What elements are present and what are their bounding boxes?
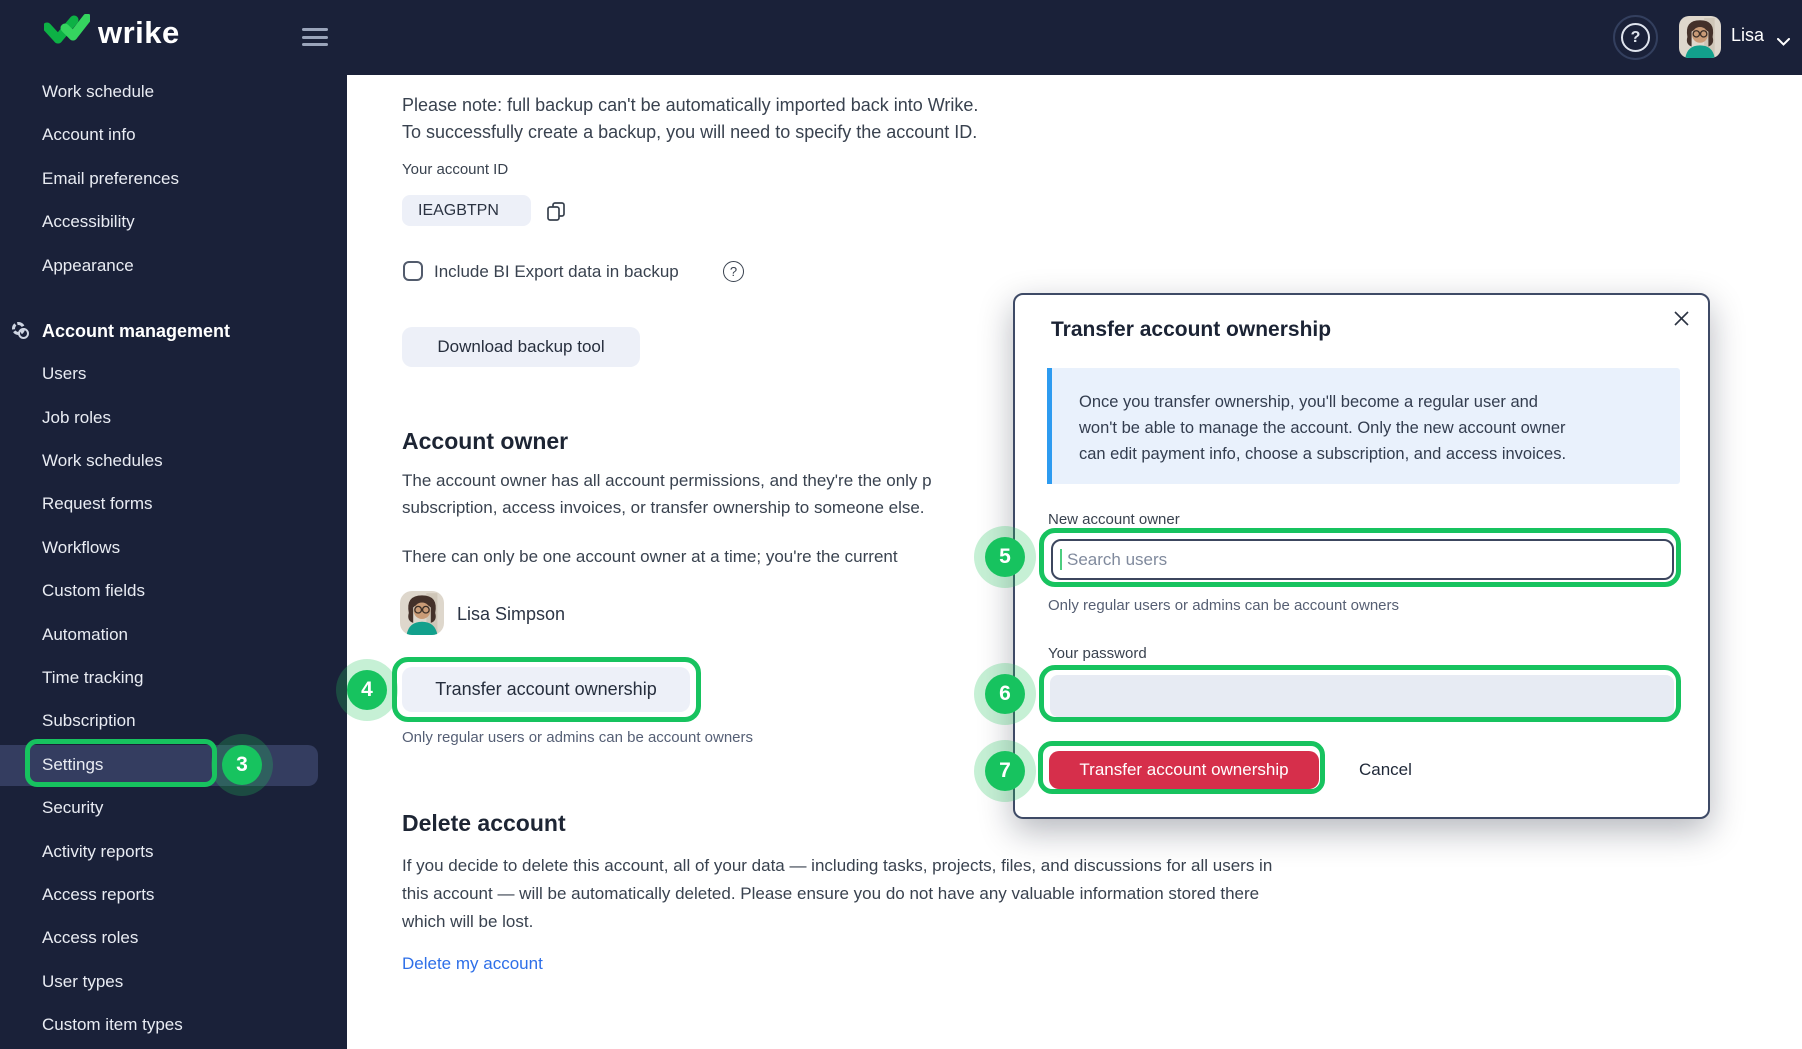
annotation-badge-3: 3 — [222, 745, 262, 785]
wrike-logo[interactable] — [44, 14, 180, 51]
sidebar-item-custom-fields[interactable]: Custom fields — [42, 581, 145, 601]
sidebar-item-time-tracking[interactable]: Time tracking — [42, 668, 144, 688]
bi-export-checkbox[interactable] — [403, 261, 423, 281]
search-users-input[interactable] — [1051, 539, 1674, 580]
delete-account-heading: Delete account — [402, 810, 566, 836]
settings-sidebar — [0, 75, 347, 1049]
question-mark-icon: ? — [1621, 23, 1650, 52]
chevron-down-icon[interactable] — [1777, 33, 1790, 51]
sidebar-section-account-management: Account management — [0, 309, 347, 353]
sidebar-item-custom-item-types[interactable]: Custom item types — [42, 1015, 183, 1035]
user-avatar[interactable] — [1679, 16, 1721, 58]
sidebar-item-job-roles[interactable]: Job roles — [42, 407, 111, 427]
bi-export-label: Include BI Export data in backup — [434, 262, 679, 281]
sidebar-item-work-schedules[interactable]: Work schedules — [42, 451, 163, 471]
annotation-badge-5: 5 — [985, 537, 1025, 577]
sidebar-account-group — [0, 352, 347, 1046]
sidebar-personal-group — [0, 70, 347, 287]
sidebar-item-account-info[interactable]: Account info — [42, 125, 136, 145]
account-owner-para1-line2: subscription, access invoices, or transfer ownership to someone else. — [402, 498, 925, 517]
hamburger-menu-icon[interactable] — [302, 28, 328, 47]
new-owner-label: New account owner — [1048, 511, 1180, 528]
account-owner-para1-line1: The account owner has all account permissions, and they're the only p — [402, 471, 932, 490]
text-caret — [1060, 549, 1062, 570]
close-icon[interactable] — [1668, 305, 1694, 331]
owner-avatar — [400, 591, 444, 635]
wrike-check-icon — [44, 14, 90, 51]
new-owner-hint: Only regular users or admins can be account owners — [1048, 597, 1400, 614]
sidebar-item-user-types[interactable]: User types — [42, 971, 124, 991]
modal-title: Transfer account ownership — [1051, 318, 1332, 341]
help-button[interactable] — [1613, 15, 1658, 60]
account-id-value: IEAGBTPN — [402, 195, 531, 226]
sidebar-item-request-forms[interactable]: Request forms — [42, 494, 153, 514]
wrike-wordmark: wrike — [98, 14, 180, 50]
confirm-transfer-button[interactable]: Transfer account ownership — [1049, 751, 1319, 789]
gear-icon — [12, 322, 25, 335]
sidebar-item-workflows[interactable]: Workflows — [42, 537, 121, 557]
password-label: Your password — [1048, 645, 1147, 662]
info-accent-bar — [1047, 368, 1052, 484]
transfer-ownership-button[interactable]: Transfer account ownership — [402, 667, 690, 712]
delete-account-line3: which will be lost. — [402, 912, 534, 931]
owner-name: Lisa Simpson — [457, 604, 566, 624]
transfer-hint: Only regular users or admins can be account owners — [402, 729, 754, 746]
sidebar-item-access-roles[interactable]: Access roles — [42, 928, 139, 948]
info-line3: can edit payment info, choose a subscription, and access invoices. — [1079, 445, 1567, 463]
account-owner-heading: Account owner — [402, 428, 569, 454]
info-line1: Once you transfer ownership, you'll become a regular user and — [1079, 393, 1538, 411]
info-line2: won't be able to manage the account. Only the new account owner — [1079, 419, 1566, 437]
sidebar-item-accessibility[interactable]: Accessibility — [42, 212, 135, 232]
transfer-ownership-modal — [1013, 293, 1710, 819]
sidebar-item-appearance[interactable]: Appearance — [42, 255, 134, 275]
sidebar-item-automation[interactable]: Automation — [42, 624, 128, 644]
annotation-badge-7: 7 — [985, 751, 1025, 791]
top-bar — [0, 0, 1802, 75]
ownership-info-box — [1047, 368, 1680, 484]
sidebar-item-activity-reports[interactable]: Activity reports — [42, 841, 154, 861]
delete-account-line2: this account — will be automatically deleted. Please ensure you do not have any valuable information stored there — [402, 884, 1260, 903]
sidebar-item-email-preferences[interactable]: Email preferences — [42, 168, 180, 188]
sidebar-item-users[interactable]: Users — [42, 364, 87, 384]
password-input[interactable] — [1050, 675, 1674, 717]
delete-my-account-link[interactable]: Delete my account — [402, 954, 543, 973]
backup-note-line2: To successfully create a backup, you will need to specify the account ID. — [402, 122, 978, 142]
account-owner-para2: There can only be one account owner at a time; you're the current — [402, 547, 898, 566]
cancel-button[interactable]: Cancel — [1349, 751, 1422, 789]
sidebar-item-access-reports[interactable]: Access reports — [42, 884, 155, 904]
annotation-badge-6: 6 — [985, 674, 1025, 714]
backup-note-line1: Please note: full backup can't be automatically imported back into Wrike. — [402, 95, 979, 115]
user-name[interactable]: Lisa — [1731, 25, 1765, 45]
copy-icon[interactable] — [544, 199, 568, 223]
download-backup-button[interactable]: Download backup tool — [402, 327, 640, 367]
annotation-badge-4: 4 — [347, 670, 387, 710]
sidebar-item-work-schedule[interactable]: Work schedule — [42, 82, 155, 101]
delete-account-line1: If you decide to delete this account, all of your data — including tasks, projects, files, and discussions for all users in — [402, 856, 1273, 875]
sidebar-item-security[interactable]: Security — [42, 798, 104, 818]
account-id-label: Your account ID — [402, 161, 509, 178]
bi-export-help-icon[interactable]: ? — [723, 261, 744, 282]
sidebar-item-subscription[interactable]: Subscription — [42, 711, 136, 731]
sidebar-item-settings[interactable]: Settings — [42, 754, 104, 774]
